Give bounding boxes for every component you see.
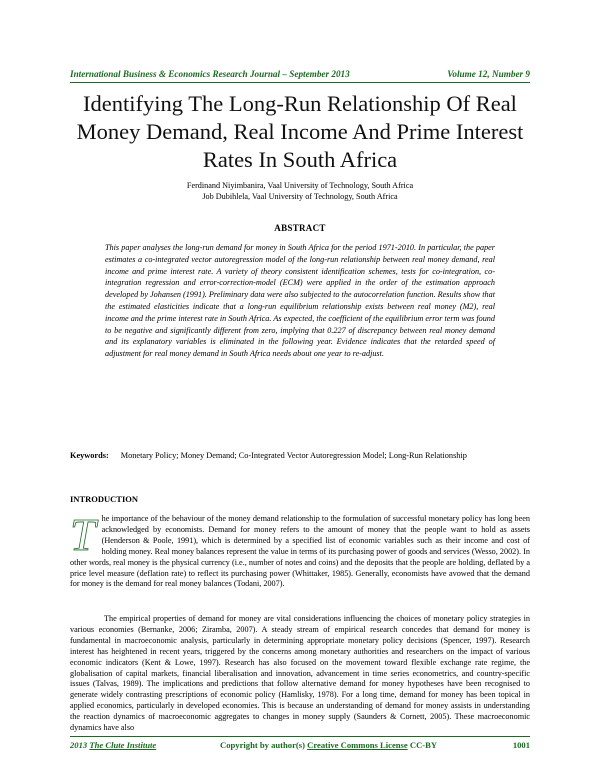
- license-link[interactable]: Creative Commons License: [307, 740, 408, 750]
- footer-divider: [70, 736, 530, 737]
- author-list: [70, 181, 530, 202]
- keywords-text: Monetary Policy; Money Demand; Co-Integrated Vector Autoregression Model; Long-Run Relationship: [120, 451, 467, 460]
- author-2: Job Dubihlela, Vaal University of Technology, South Africa: [202, 191, 398, 201]
- introduction-heading: INTRODUCTION: [70, 494, 139, 504]
- copyright-prefix: Copyright by author(s): [220, 740, 305, 750]
- license-suffix: CC-BY: [409, 740, 438, 750]
- footer-year: 2013: [70, 740, 88, 750]
- header-divider: [70, 82, 530, 83]
- abstract-text: This paper analyses the long-run demand for money in South Africa for the period 1971-2010. In particular, the paper estimates a co-integrated vector autoregression model of the long-run relationship between real money demand, real income and prime interest rate. A variety of theory consistent identification schemes, tests for co-integration, co-integration regression and error-correction-model (ECM) were applied in the order of the estimation approach developed by Johansen (1991). Preliminary data were also subjected to the autocorrelation function. Results show that the estimated elasticities indicate that a long-run equilibrium relationship exists between real money (M2), real income and the prime interest rate in South Africa. As expected, the coefficient of the equilibrium error term was found to be negative and significantly different from zero, implying that 0.227 of discrepancy between real money demand and its explanatory variables is eliminated in the following year. Evidence indicates that the retarded speed of adjustment for real money demand in South Africa needs about one year to re-adjust.: [105, 243, 495, 359]
- drop-cap: T: [70, 509, 96, 560]
- running-header: [70, 69, 530, 83]
- page-footer: [70, 740, 530, 754]
- footer-copyright: [220, 740, 437, 750]
- paper-title: Identifying The Long-Run Relationship Of Real Money Demand, Real Income And Prime Interest Rates In South Africa: [76, 91, 524, 172]
- publisher-link[interactable]: The Clute Institute: [89, 740, 157, 750]
- keywords-label: Keywords:: [70, 451, 109, 460]
- keywords: [70, 451, 530, 462]
- footer-publisher: [70, 740, 156, 750]
- intro-paragraph-1: [70, 509, 530, 590]
- author-1: Ferdinand Niyimbanira, Vaal University of Technology, South Africa: [186, 181, 414, 190]
- abstract-heading: ABSTRACT: [274, 223, 326, 233]
- journal-name: International Business & Economics Research Journal – September 2013: [70, 69, 350, 79]
- page-number: 1001: [512, 740, 530, 750]
- intro-paragraph-1-text: he importance of the behaviour of the money demand relationship to the formulation of successful monetary policy has long been acknowledged by economists. Demand for money refers to the amount of money that the people want to hold as assets (Henderson & Poole, 1991), which is determined by a specified list of economic variables such as their income and cost of holding money. Real money balances represent the value in terms of its purchasing power of goods and services (Wesso, 2002). In other words, real money is the physical currency (i.e., number of notes and coins) and the deposits that the people are holding, deflated by a price level measure (deflation rate) to reflect its purchasing power (Whittaker, 1985). Generally, economists have avowed that the demand for money is the demand for real money balances (Todani, 2007).: [70, 514, 530, 589]
- intro-paragraph-2: The empirical properties of demand for money are vital considerations influencing the choices of monetary policy strategies in various economies (Bernanke, 2006; Ziramba, 2007). A steady stream of empirical research concedes that demand for money is fundamental in macroeconomic analysis, particularly in determining appropriate monetary policy decisions (Spencer, 1997). Research interest has heightened in recent years, triggered by the concerns among monetary authorities and researchers on the impact of various economic indicators (Kent & Lowe, 1997). Research has also focused on the movement toward flexible exchange rate regime, the globalisation of capital markets, financial liberalisation and innovation, advancement in time series econometrics, and country-specific issues (Talvas, 1989). The implications and predictions that follow alternative demand for money hypotheses have been recognised to generate widely contrasting prescriptions of economic policy (Hamlisky, 1978). For a long time, demand for money has been topical in applied economics, particularly in developed economies. This is because an understanding of demand for money assists in understanding the reaction dynamics of macroeconomic aggregates to changes in money supply (Saunders & Cornett, 2005). These macroeconomic dynamics have also: [70, 614, 530, 733]
- volume-number: Volume 12, Number 9: [447, 69, 530, 79]
